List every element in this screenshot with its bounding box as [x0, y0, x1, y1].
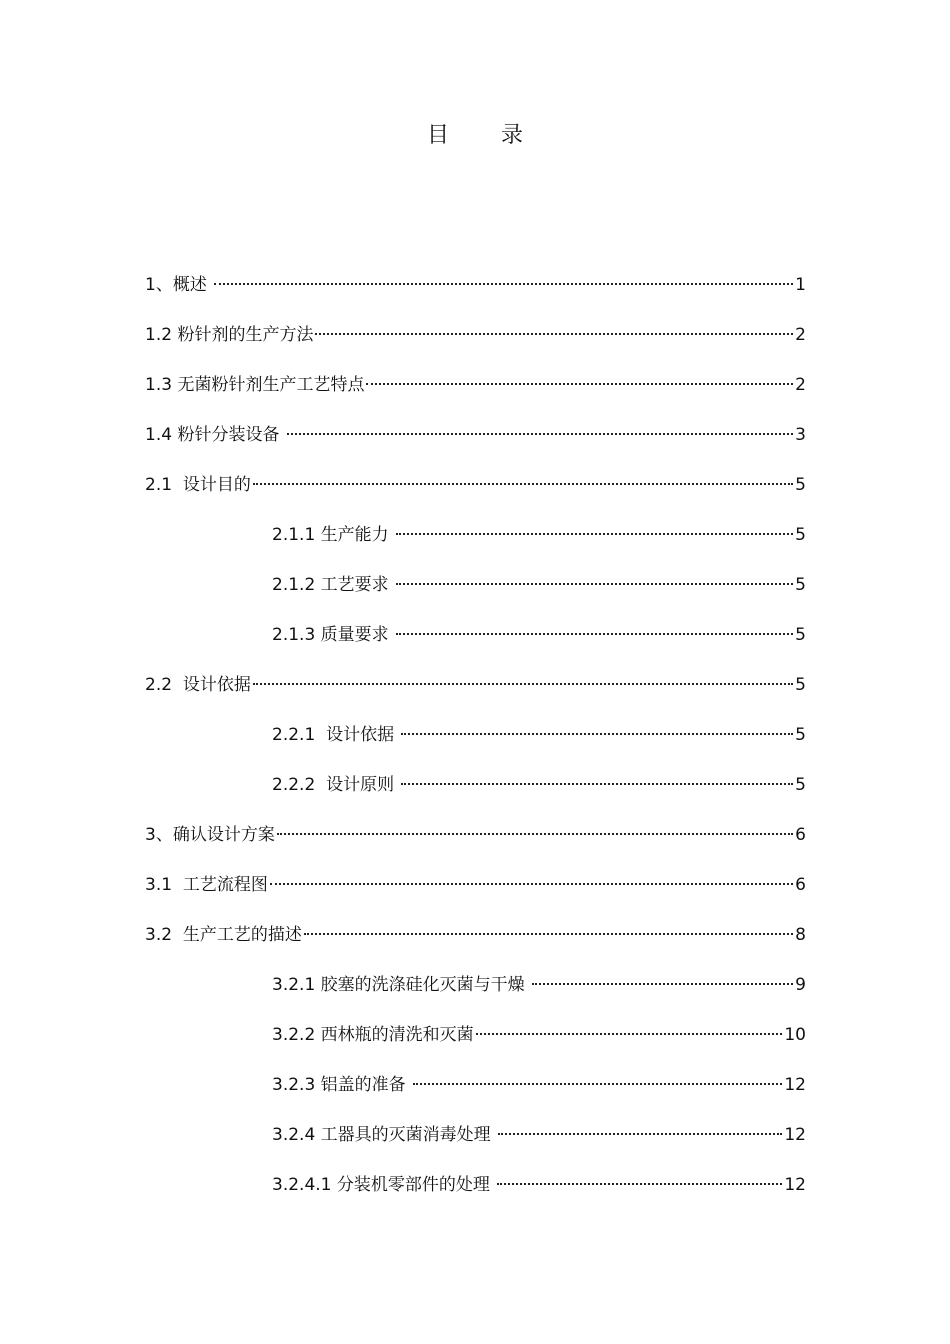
table-of-contents	[145, 270, 806, 1220]
toc-entry-label: 3.2.4 工器具的灭菌消毒处理	[272, 1125, 497, 1145]
toc-entry-label: 2.1.3 质量要求	[272, 625, 395, 645]
toc-entry-label: 3.2.3 铝盖的准备	[272, 1075, 412, 1095]
toc-entry-label: 1.3 无菌粉针剂生产工艺特点	[145, 375, 365, 395]
toc-title	[0, 118, 950, 149]
toc-entry-label: 2.2 设计依据	[145, 675, 251, 695]
toc-entry-page-number: 12	[784, 1125, 806, 1145]
toc-entry[interactable]	[145, 320, 806, 370]
toc-dot-leader	[253, 483, 793, 485]
toc-dot-leader	[287, 433, 793, 435]
toc-entry-page-number: 3	[795, 425, 806, 445]
toc-title-char-2: 录	[501, 123, 524, 148]
toc-entry[interactable]	[145, 270, 806, 320]
toc-entry-page-number: 9	[795, 975, 806, 995]
toc-entry-label: 3.2.1 胶塞的洗涤硅化灭菌与干燥	[272, 975, 531, 995]
toc-dot-leader	[315, 333, 793, 335]
toc-entry[interactable]	[145, 770, 806, 820]
toc-entry-page-number: 6	[795, 825, 806, 845]
toc-entry-label: 1.2 粉针剂的生产方法	[145, 325, 314, 345]
toc-dot-leader	[401, 733, 793, 735]
toc-entry-page-number: 2	[795, 325, 806, 345]
toc-dot-leader	[214, 283, 793, 285]
toc-entry-page-number: 12	[784, 1175, 806, 1195]
toc-dot-leader	[277, 833, 793, 835]
toc-dot-leader	[270, 883, 793, 885]
toc-dot-leader	[401, 783, 793, 785]
toc-entry-page-number: 5	[795, 575, 806, 595]
toc-entry-label: 2.2.1 设计依据	[272, 725, 400, 745]
toc-entry-page-number: 12	[784, 1075, 806, 1095]
toc-entry[interactable]	[145, 570, 806, 620]
toc-entry-page-number: 10	[784, 1025, 806, 1045]
toc-entry-label: 1.4 粉针分装设备	[145, 425, 285, 445]
toc-entry[interactable]	[145, 870, 806, 920]
toc-entry[interactable]	[145, 470, 806, 520]
toc-entry-label: 2.2.2 设计原则	[272, 775, 400, 795]
toc-entry[interactable]	[145, 1020, 806, 1070]
toc-entry[interactable]	[145, 670, 806, 720]
toc-entry-label: 1、概述	[145, 275, 213, 295]
toc-dot-leader	[304, 933, 793, 935]
toc-entry[interactable]	[145, 1120, 806, 1170]
toc-entry-page-number: 5	[795, 525, 806, 545]
toc-entry-label: 3.2.2 西林瓶的清洗和灭菌	[272, 1025, 474, 1045]
toc-entry-page-number: 6	[795, 875, 806, 895]
toc-entry-page-number: 5	[795, 475, 806, 495]
toc-entry-label: 2.1.1 生产能力	[272, 525, 395, 545]
toc-entry[interactable]	[145, 820, 806, 870]
toc-entry-label: 3.1 工艺流程图	[145, 875, 268, 895]
toc-entry-label: 3.2 生产工艺的描述	[145, 925, 302, 945]
toc-dot-leader	[413, 1083, 782, 1085]
toc-entry-label: 2.1 设计目的	[145, 475, 251, 495]
toc-title-char-1: 目	[426, 123, 449, 148]
toc-dot-leader	[476, 1033, 783, 1035]
toc-entry-page-number: 5	[795, 725, 806, 745]
toc-dot-leader	[498, 1133, 782, 1135]
toc-entry-label: 3.2.4.1 分装机零部件的处理	[272, 1175, 496, 1195]
toc-entry[interactable]	[145, 1070, 806, 1120]
toc-entry-label: 2.1.2 工艺要求	[272, 575, 395, 595]
toc-entry[interactable]	[145, 620, 806, 670]
toc-entry[interactable]	[145, 420, 806, 470]
toc-entry[interactable]	[145, 970, 806, 1020]
toc-dot-leader	[396, 533, 793, 535]
toc-dot-leader	[396, 583, 793, 585]
toc-entry-page-number: 1	[795, 275, 806, 295]
toc-entry[interactable]	[145, 1170, 806, 1220]
toc-entry-page-number: 8	[795, 925, 806, 945]
toc-entry[interactable]	[145, 370, 806, 420]
toc-dot-leader	[366, 383, 793, 385]
toc-entry-page-number: 5	[795, 775, 806, 795]
toc-entry-label: 3、确认设计方案	[145, 825, 275, 845]
toc-dot-leader	[253, 683, 793, 685]
toc-entry[interactable]	[145, 520, 806, 570]
toc-dot-leader	[396, 633, 793, 635]
toc-dot-leader	[532, 983, 793, 985]
toc-entry-page-number: 2	[795, 375, 806, 395]
toc-entry-page-number: 5	[795, 675, 806, 695]
toc-entry[interactable]	[145, 720, 806, 770]
toc-dot-leader	[497, 1183, 782, 1185]
toc-entry-page-number: 5	[795, 625, 806, 645]
toc-entry[interactable]	[145, 920, 806, 970]
